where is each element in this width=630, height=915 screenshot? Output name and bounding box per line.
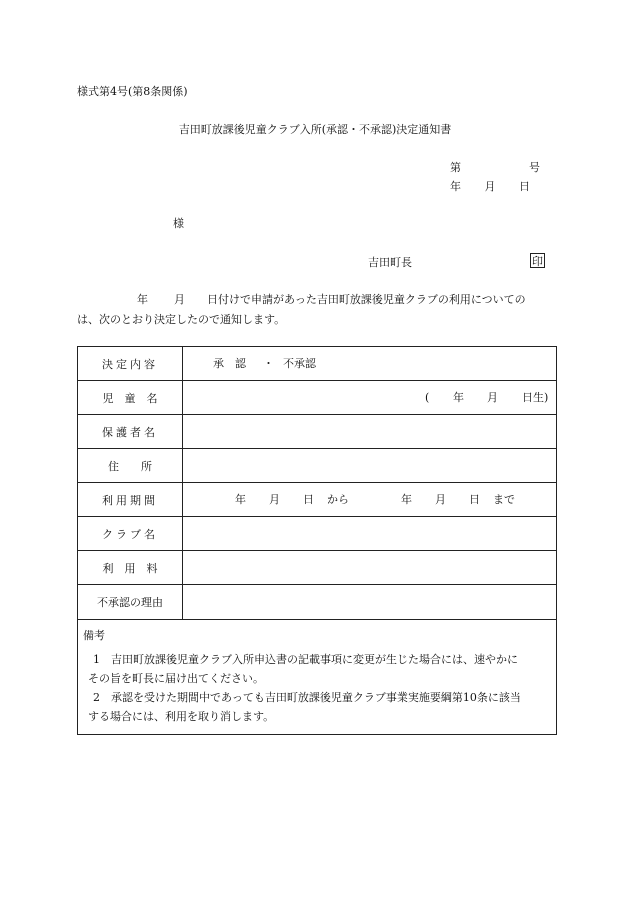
decision-value	[183, 347, 556, 380]
decision-label: 決定内容	[78, 347, 183, 380]
decision-approve: 承 認	[213, 357, 246, 370]
period-from-month: 月	[269, 493, 280, 506]
form-number: 様式第4号(第8条関係)	[77, 85, 188, 98]
child-name-value	[183, 381, 556, 414]
fee-label: 利 用 料	[78, 551, 183, 584]
date-month: 月	[484, 180, 496, 193]
row-child-name	[78, 381, 556, 415]
date-day: 日	[519, 180, 530, 193]
period-to: まで	[493, 493, 515, 506]
note-2-line-1: 2 承認を受けた期間中であっても吉田町放課後児童クラブ事業実施要綱第10条に該当	[93, 691, 521, 704]
issue-date	[450, 181, 530, 192]
body-year: 年	[137, 293, 148, 306]
row-decision	[78, 347, 556, 381]
body-line-2: は、次のとおり決定したので通知します。	[77, 313, 286, 326]
birth-day: 日生)	[522, 391, 549, 404]
decision-separator: ・	[263, 357, 274, 370]
guardian-value	[183, 415, 556, 448]
period-to-day: 日	[469, 493, 480, 506]
reason-label: 不承認の理由	[78, 585, 183, 619]
row-period	[78, 483, 556, 517]
notes-box	[77, 620, 557, 735]
date-year: 年	[450, 180, 461, 193]
mayor-title: 吉田町長	[368, 256, 412, 269]
birth-open: (	[425, 391, 430, 404]
reason-value	[183, 585, 556, 619]
period-from-day: 日	[303, 493, 314, 506]
period-to-month: 月	[435, 493, 446, 506]
address-label: 住 所	[78, 449, 183, 482]
period-from-year: 年	[235, 493, 246, 506]
note-2-line-2: する場合には、利用を取り消します。	[88, 710, 275, 723]
birth-month: 月	[487, 391, 498, 404]
club-label: クラブ名	[78, 517, 183, 550]
period-to-year: 年	[401, 493, 412, 506]
guardian-label: 保護者名	[78, 415, 183, 448]
address-value	[183, 449, 556, 482]
period-label: 利用期間	[78, 483, 183, 516]
child-name-label: 児 童 名	[78, 381, 183, 414]
birth-year: 年	[453, 391, 464, 404]
body-text: 日付けで申請があった吉田町放課後児童クラブの利用についての	[207, 293, 526, 306]
body-line-1	[137, 294, 526, 305]
fee-value	[183, 551, 556, 584]
document-title: 吉田町放課後児童クラブ入所(承認・不承認)決定通知書	[178, 123, 452, 136]
period-value	[183, 483, 556, 516]
club-value	[183, 517, 556, 550]
row-address	[78, 449, 556, 483]
number-prefix: 第	[450, 161, 461, 174]
row-club	[78, 517, 556, 551]
seal-stamp: 印	[532, 255, 543, 268]
row-guardian	[78, 415, 556, 449]
decision-reject: 不承認	[283, 357, 316, 370]
note-1-line-2: その旨を町長に届け出てください。	[88, 672, 264, 685]
decision-table	[77, 346, 557, 620]
number-suffix: 号	[529, 161, 540, 174]
document-number	[450, 162, 540, 173]
row-fee	[78, 551, 556, 585]
body-month: 月	[174, 293, 185, 306]
notes-title: 備考	[83, 629, 105, 642]
period-from: から	[327, 493, 349, 506]
addressee: 様	[173, 217, 184, 230]
note-1-line-1: 1 吉田町放課後児童クラブ入所申込書の記載事項に変更が生じた場合には、速やかに	[93, 653, 518, 666]
row-reason	[78, 585, 556, 619]
